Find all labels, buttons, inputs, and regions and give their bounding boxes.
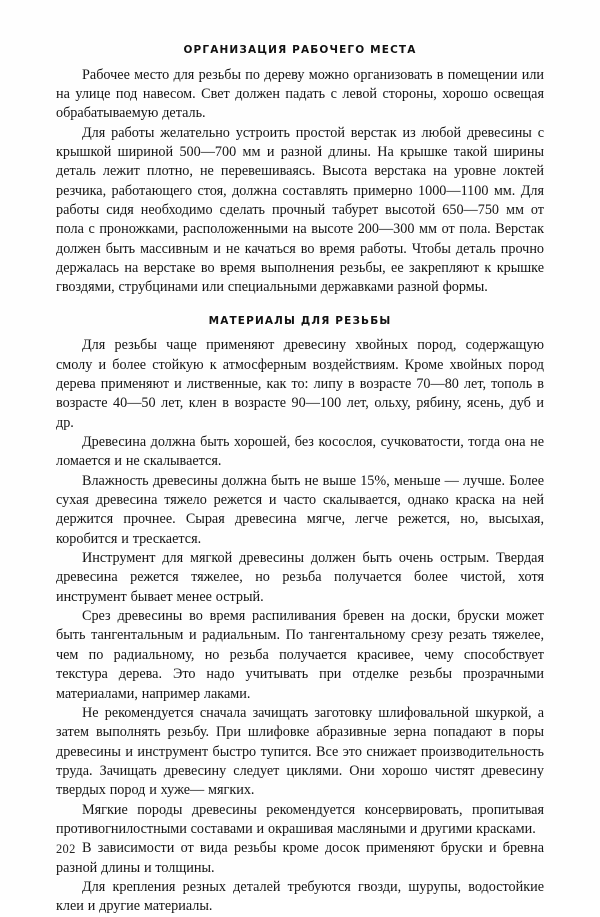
paragraph: Влажность древесины должна быть не выше 15%, меньше — лучше. Более сухая древесина тяжело режется и часто скалывается, однако краска на ней держится прочнее. Сырая древесина мягче, легче режется, но, высыхая, коробится и трескается. bbox=[56, 472, 544, 547]
paragraph: Для работы желательно устроить простой верстак из любой древесины с крышкой шириной 500—700 мм и разной длины. На крышке такой ширины деталь лежит плотно, не перевешиваясь. Высота верстака на уровне локтей резчика, работающего стоя, должна составлять примерно 1000—1100 мм. Для работы сидя необходимо сделать прочный табурет высотой 650—750 мм от пола с проножками, расположенными на высоте 200—300 мм от пола. Верстак должен быть массивным и не качаться во время работы. Чтобы деталь прочно держалась на верстаке во время выполнения резьбы, ее закрепляют к крышке гвоздями, струбцинами или специальными державками разной формы. bbox=[56, 124, 544, 296]
section-heading-organizaciya-rabochego-mesta: ОРГАНИЗАЦИЯ РАБОЧЕГО МЕСТА bbox=[183, 44, 417, 56]
paragraph: Для резьбы чаще применяют древесину хвойных пород, содержащую смолу и более стойкую к атмосферным воздействиям. Кроме хвойных пород дерева применяют и лиственные, как то: липу в возрасте 70—80 лет, тополь в возрасте 40—50 лет, клен в возрасте 90—100 лет, ольху, рябину, ясень, дуб и др. bbox=[56, 337, 544, 431]
paragraph: Рабочее место для резьбы по дереву можно организовать в помещении или на улице под навесом. Свет должен падать с левой стороны, хорошо освещая обрабатываемую деталь. bbox=[56, 66, 544, 122]
paragraph: Не рекомендуется сначала зачищать заготовку шлифовальной шкуркой, а затем выполнять резьбу. При шлифовке абразивные зерна попадают в поры древесины и инструмент быстро тупится. Все это снижает производительность труда. Зачищать древесину следует циклями. Они хорошо чистят древесину твердых пород и хуже— мягких. bbox=[56, 704, 544, 799]
section-heading-materialy-dlya-rezby: МАТЕРИАЛЫ ДЛЯ РЕЗЬБЫ bbox=[208, 314, 392, 327]
paragraph: Древесина должна быть хорошей, без косослоя, сучковатости, тогда она не ломается и не скалывается. bbox=[56, 434, 544, 470]
paragraph: Мягкие породы древесины рекомендуется консервировать, пропитывая противогнилостными составами и окрашивая масляными и другими красками. bbox=[56, 801, 544, 837]
paragraph: Инструмент для мягкой древесины должен быть очень острым. Твердая древесина режется тяжелее, но резьба получается более чистой, хотя инструмент бывает менее острый. bbox=[56, 550, 544, 605]
paragraph: Для крепления резных деталей требуются гвозди, шурупы, водостойкие клеи и другие материалы. bbox=[56, 878, 544, 915]
paragraph: Срез древесины во время распиливания бревен на доски, бруски может быть тангентальным и радиальным. По тангентальному срезу резать тяжелее, чем по радиальному, но резьба получается красивее, чему способствует текстура дерева. Это надо учитывать при отделке резьбы прозрачными материалами, например лаками. bbox=[56, 608, 544, 702]
page-content bbox=[56, 44, 544, 917]
paragraph: В зависимости от вида резьбы кроме досок применяют бруски и бревна разной длины и толщины. bbox=[56, 840, 544, 876]
page-number: 202 bbox=[56, 842, 76, 856]
